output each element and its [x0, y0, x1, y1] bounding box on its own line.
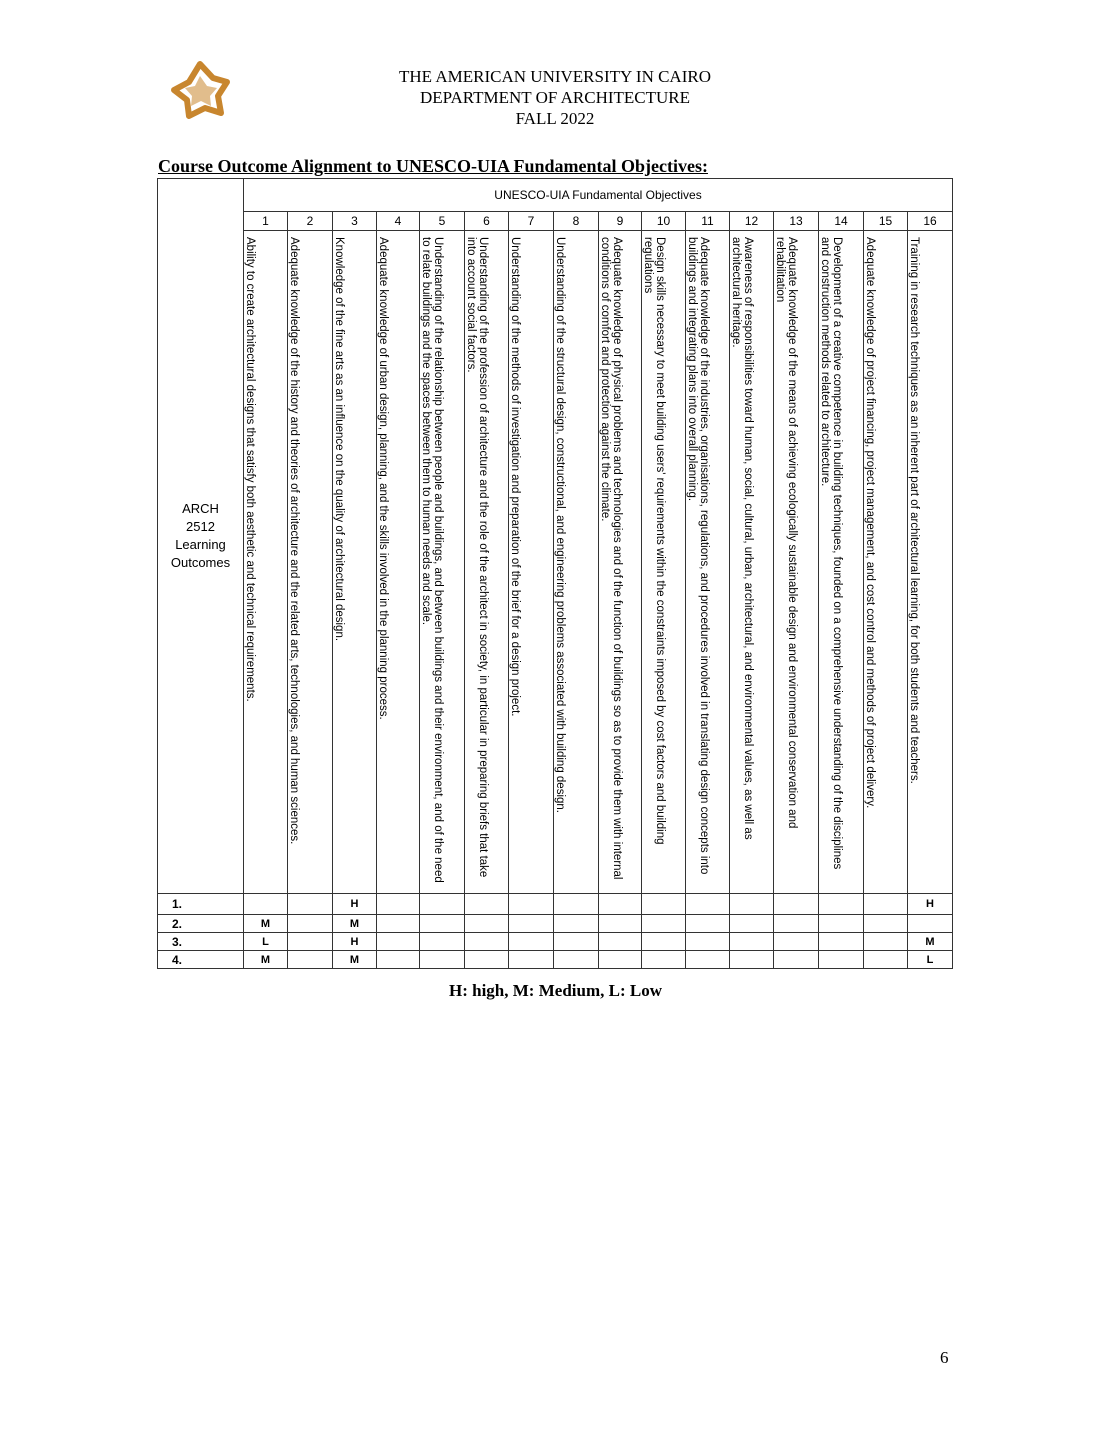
rating-cell [554, 933, 599, 951]
rating-cell [774, 915, 819, 933]
objective-description: Adequate knowledge of the means of achieving ecologically sustainable design and environmental conservation and rehabilitation [774, 237, 798, 829]
objective-number: 14 [819, 212, 864, 231]
objective-number: 2 [288, 212, 333, 231]
rating-cell [774, 951, 819, 969]
rating-cell [554, 894, 599, 915]
rating-cell [819, 933, 864, 951]
objective-number: 16 [908, 212, 953, 231]
rating-cell [686, 894, 730, 915]
rating-cell [420, 933, 465, 951]
objective-description-cell [288, 231, 333, 894]
objective-number: 4 [377, 212, 420, 231]
auc-logo-icon [165, 58, 235, 124]
objective-number: 6 [465, 212, 509, 231]
objective-description: Adequate knowledge of physical problems and technologies and of the function of buildings so as to provide them with internal conditions of comfort and protection against the climate. [599, 237, 623, 880]
rating-cell [554, 951, 599, 969]
objective-description-cell [420, 231, 465, 894]
rating-cell [554, 915, 599, 933]
objective-number: 13 [774, 212, 819, 231]
rating-cell [774, 894, 819, 915]
rating-cell: M [244, 951, 288, 969]
objective-description-cell [465, 231, 509, 894]
rating-cell: L [908, 951, 953, 969]
outcome-row [158, 933, 953, 951]
objective-description-cell [774, 231, 819, 894]
rating-cell [599, 894, 642, 915]
rating-cell [465, 915, 509, 933]
rating-legend: H: high, M: Medium, L: Low [449, 981, 662, 1000]
document-header [300, 66, 810, 129]
rating-cell [244, 894, 288, 915]
rating-cell [377, 915, 420, 933]
rating-cell [864, 894, 908, 915]
rating-cell [465, 951, 509, 969]
rating-cell [465, 933, 509, 951]
side-label-line: Learning [175, 537, 226, 552]
objective-description-cell [244, 231, 288, 894]
objective-description-cell [554, 231, 599, 894]
rating-cell [864, 915, 908, 933]
objective-description: Adequate knowledge of the history and theories of architecture and the related arts, technologies, and human sciences. [288, 237, 300, 845]
rating-cell [420, 915, 465, 933]
rating-cell [686, 915, 730, 933]
outcome-number: 4. [158, 951, 244, 969]
rating-cell [642, 915, 686, 933]
rating-cell [642, 933, 686, 951]
rating-cell: M [333, 951, 377, 969]
objective-description-cell [730, 231, 774, 894]
objective-description: Awareness of responsibilities toward human, social, cultural, urban, architectural, and environmental values, as well as architectural heritage. [730, 237, 754, 840]
objective-description: Knowledge of the fine arts as an influence on the quality of architectural design. [333, 237, 345, 642]
rating-cell [730, 933, 774, 951]
rating-cell [864, 951, 908, 969]
objectives-group-header: UNESCO-UIA Fundamental Objectives [244, 179, 953, 212]
rating-cell [908, 915, 953, 933]
objective-description-cell [864, 231, 908, 894]
learning-outcomes-label [158, 179, 244, 894]
objective-description: Understanding of the profession of architecture and the role of the architect in society, in particular in preparing briefs that take into account social factors. [465, 237, 489, 878]
rating-cell [465, 894, 509, 915]
objective-number: 11 [686, 212, 730, 231]
rating-cell [377, 951, 420, 969]
objective-number: 1 [244, 212, 288, 231]
outcome-row [158, 915, 953, 933]
objective-number: 15 [864, 212, 908, 231]
objective-number: 10 [642, 212, 686, 231]
outcome-number: 2. [158, 915, 244, 933]
objective-number: 8 [554, 212, 599, 231]
objective-description: Understanding of the relationship between people and buildings, and between buildings and their environment, and of the need to relate buildings and the spaces between them to human needs and scale. [420, 237, 444, 883]
outcome-number: 3. [158, 933, 244, 951]
rating-cell [509, 933, 554, 951]
term: FALL 2022 [515, 109, 595, 128]
objective-description-cell [642, 231, 686, 894]
objective-description: Understanding of the structural design, constructional, and engineering problems associated with building design. [554, 237, 566, 813]
objective-description: Development of a creative competence in building techniques, founded on a comprehensive understanding of the disciplines and construction methods related to architecture. [819, 237, 843, 870]
rating-cell [642, 951, 686, 969]
rating-cell [599, 915, 642, 933]
objective-number-row [158, 212, 953, 231]
objective-description: Ability to create architectural designs that satisfy both aesthetic and technical requirements. [244, 237, 256, 702]
rating-cell [288, 933, 333, 951]
rating-cell [864, 933, 908, 951]
rating-cell [288, 915, 333, 933]
alignment-table [157, 178, 953, 969]
rating-cell [377, 894, 420, 915]
rating-cell [288, 951, 333, 969]
rating-cell [509, 894, 554, 915]
objective-description: Training in research techniques as an inherent part of architectural learning, for both students and teachers. [908, 237, 920, 784]
objective-number: 9 [599, 212, 642, 231]
objective-description: Understanding of the methods of investigation and preparation of the brief for a design project. [509, 237, 521, 717]
objective-number: 3 [333, 212, 377, 231]
rating-cell: L [244, 933, 288, 951]
rating-cell: H [908, 894, 953, 915]
rating-cell [819, 915, 864, 933]
objective-description-row [158, 231, 953, 894]
objective-description: Adequate knowledge of the industries, organisations, regulations, and procedures involved in translating design concepts into buildings and integrating plans into overall planning. [686, 237, 710, 875]
objective-description-cell [599, 231, 642, 894]
objective-description-cell [333, 231, 377, 894]
rating-cell [642, 894, 686, 915]
rating-cell: M [333, 915, 377, 933]
rating-cell: H [333, 894, 377, 915]
objective-description: Design skills necessary to meet building users' requirements within the constraints imposed by cost factors and building regulations [642, 237, 666, 845]
rating-cell: M [244, 915, 288, 933]
outcome-row [158, 951, 953, 969]
section-title: Course Outcome Alignment to UNESCO-UIA Fundamental Objectives: [158, 156, 708, 176]
rating-cell [686, 933, 730, 951]
rating-cell [599, 951, 642, 969]
rating-cell [420, 894, 465, 915]
rating-cell [819, 894, 864, 915]
rating-cell: M [908, 933, 953, 951]
department-name: DEPARTMENT OF ARCHITECTURE [419, 88, 691, 107]
rating-cell [599, 933, 642, 951]
rating-cell [819, 951, 864, 969]
objective-description-cell [686, 231, 730, 894]
objective-description-cell [377, 231, 420, 894]
side-label-line: ARCH [182, 501, 219, 516]
objective-number: 5 [420, 212, 465, 231]
rating-cell [730, 894, 774, 915]
rating-cell [730, 915, 774, 933]
outcome-row [158, 894, 953, 915]
side-label-line: Outcomes [170, 555, 231, 570]
rating-cell [509, 951, 554, 969]
rating-cell [377, 933, 420, 951]
objective-number: 12 [730, 212, 774, 231]
rating-cell [774, 933, 819, 951]
objective-description: Adequate knowledge of project financing, project management, and cost control and methods of project delivery. [864, 237, 876, 809]
objective-description-cell [819, 231, 864, 894]
objective-description-cell [509, 231, 554, 894]
university-name: THE AMERICAN UNIVERSITY IN CAIRO [399, 67, 711, 86]
objective-description-cell [908, 231, 953, 894]
rating-cell [288, 894, 333, 915]
rating-cell: H [333, 933, 377, 951]
side-label-line: 2512 [186, 519, 215, 534]
outcome-number: 1. [158, 894, 244, 915]
objective-description: Adequate knowledge of urban design, planning, and the skills involved in the planning process. [377, 237, 389, 720]
rating-cell [420, 951, 465, 969]
rating-cell [686, 951, 730, 969]
page-number: 6 [940, 1348, 949, 1367]
objective-number: 7 [509, 212, 554, 231]
rating-cell [509, 915, 554, 933]
rating-cell [730, 951, 774, 969]
